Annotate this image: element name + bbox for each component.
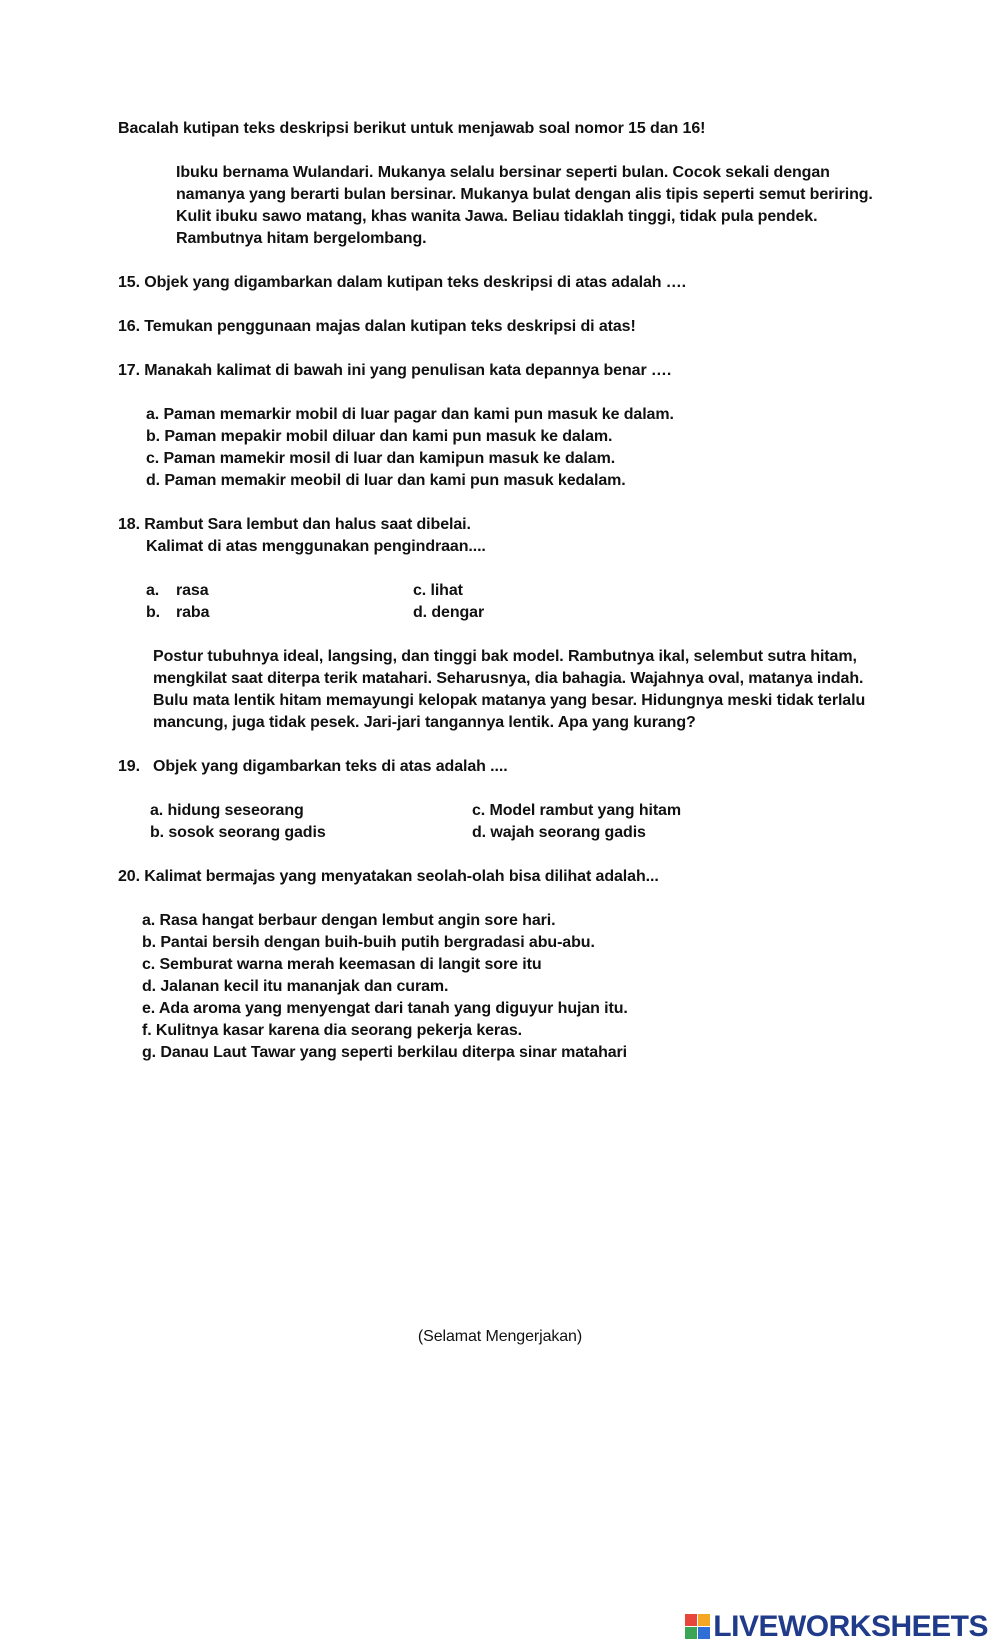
passage-2-line: mancung, juga tidak pesek. Jari-jari tangannya lentik. Apa yang kurang? <box>153 714 696 731</box>
logo-square-red <box>685 1614 697 1626</box>
question-19-option-b: b. sosok seorang gadis <box>150 824 326 841</box>
question-19-option-d: d. wajah seorang gadis <box>472 824 646 841</box>
logo-mark-icon <box>685 1614 711 1640</box>
question-18-option-a: rasa <box>176 582 209 599</box>
liveworksheets-logo <box>685 1610 988 1644</box>
passage-1-line: Ibuku bernama Wulandari. Mukanya selalu bersinar seperti bulan. Cocok sekali dengan <box>176 164 830 181</box>
question-17-option-c: c. Paman mamekir mosil di luar dan kamipun masuk ke dalam. <box>146 450 616 467</box>
question-17-text: 17. Manakah kalimat di bawah ini yang penulisan kata depannya benar …. <box>118 362 672 379</box>
question-20-option-c: c. Semburat warna merah keemasan di langit sore itu <box>142 956 542 973</box>
question-19-text: Objek yang digambarkan teks di atas adalah .... <box>153 758 508 775</box>
question-17-option-d: d. Paman memakir meobil di luar dan kami pun masuk kedalam. <box>146 472 626 489</box>
question-18-option-b-letter: b. <box>146 604 161 621</box>
question-20-option-d: d. Jalanan kecil itu mananjak dan curam. <box>142 978 449 995</box>
question-20-option-e: e. Ada aroma yang menyengat dari tanah yang diguyur hujan itu. <box>142 1000 628 1017</box>
question-17-option-b: b. Paman mepakir mobil diluar dan kami pun masuk ke dalam. <box>146 428 613 445</box>
question-20-option-a: a. Rasa hangat berbaur dengan lembut angin sore hari. <box>142 912 556 929</box>
passage-2-line: Bulu mata lentik hitam memayungi kelopak matanya yang besar. Hidungnya meski tidak terlalu <box>153 692 866 709</box>
passage-1-line: Rambutnya hitam bergelombang. <box>176 230 427 247</box>
passage-2-line: Postur tubuhnya ideal, langsing, dan tinggi bak model. Rambutnya ikal, selembut sutra hitam, <box>153 648 857 665</box>
passage-1-line: Kulit ibuku sawo matang, khas wanita Jawa. Beliau tidaklah tinggi, tidak pula pendek. <box>176 208 818 225</box>
question-18-option-c: c. lihat <box>413 582 463 599</box>
question-20-text: 20. Kalimat bermajas yang menyatakan seolah-olah bisa dilihat adalah... <box>118 868 659 885</box>
passage-2-line: mengkilat saat diterpa terik matahari. Seharusnya, dia bahagia. Wajahnya oval, matanya indah. <box>153 670 864 687</box>
question-19-number: 19. <box>118 758 140 775</box>
question-20-option-g: g. Danau Laut Tawar yang seperti berkilau diterpa sinar matahari <box>142 1044 628 1061</box>
passage-1-line: namanya yang berarti bulan bersinar. Mukanya bulat dengan alis tipis seperti semut beriring. <box>176 186 873 203</box>
question-19-option-c: c. Model rambut yang hitam <box>472 802 681 819</box>
logo-text: LIVEWORKSHEETS <box>713 1610 988 1643</box>
logo-square-green <box>685 1627 697 1639</box>
question-19-option-a: a. hidung seseorang <box>150 802 304 819</box>
question-18-text-line2: Kalimat di atas menggunakan pengindraan.... <box>146 538 486 555</box>
question-20-option-f: f. Kulitnya kasar karena dia seorang pekerja keras. <box>142 1022 522 1039</box>
logo-square-blue <box>698 1627 710 1639</box>
question-20-option-b: b. Pantai bersih dengan buih-buih putih bergradasi abu-abu. <box>142 934 595 951</box>
question-16: 16. Temukan penggunaan majas dalan kutipan teks deskripsi di atas! <box>118 318 636 335</box>
question-18-text: 18. Rambut Sara lembut dan halus saat dibelai. <box>118 516 471 533</box>
logo-square-orange <box>698 1614 710 1626</box>
question-17-option-a: a. Paman memarkir mobil di luar pagar dan kami pun masuk ke dalam. <box>146 406 674 423</box>
instruction-text: Bacalah kutipan teks deskripsi berikut untuk menjawab soal nomor 15 dan 16! <box>118 120 706 137</box>
question-18-option-a-letter: a. <box>146 582 160 599</box>
question-18-option-d: d. dengar <box>413 604 485 621</box>
question-15: 15. Objek yang digambarkan dalam kutipan teks deskripsi di atas adalah …. <box>118 274 687 291</box>
closing-text: (Selamat Mengerjakan) <box>417 1328 583 1345</box>
question-18-option-b: raba <box>176 604 210 621</box>
